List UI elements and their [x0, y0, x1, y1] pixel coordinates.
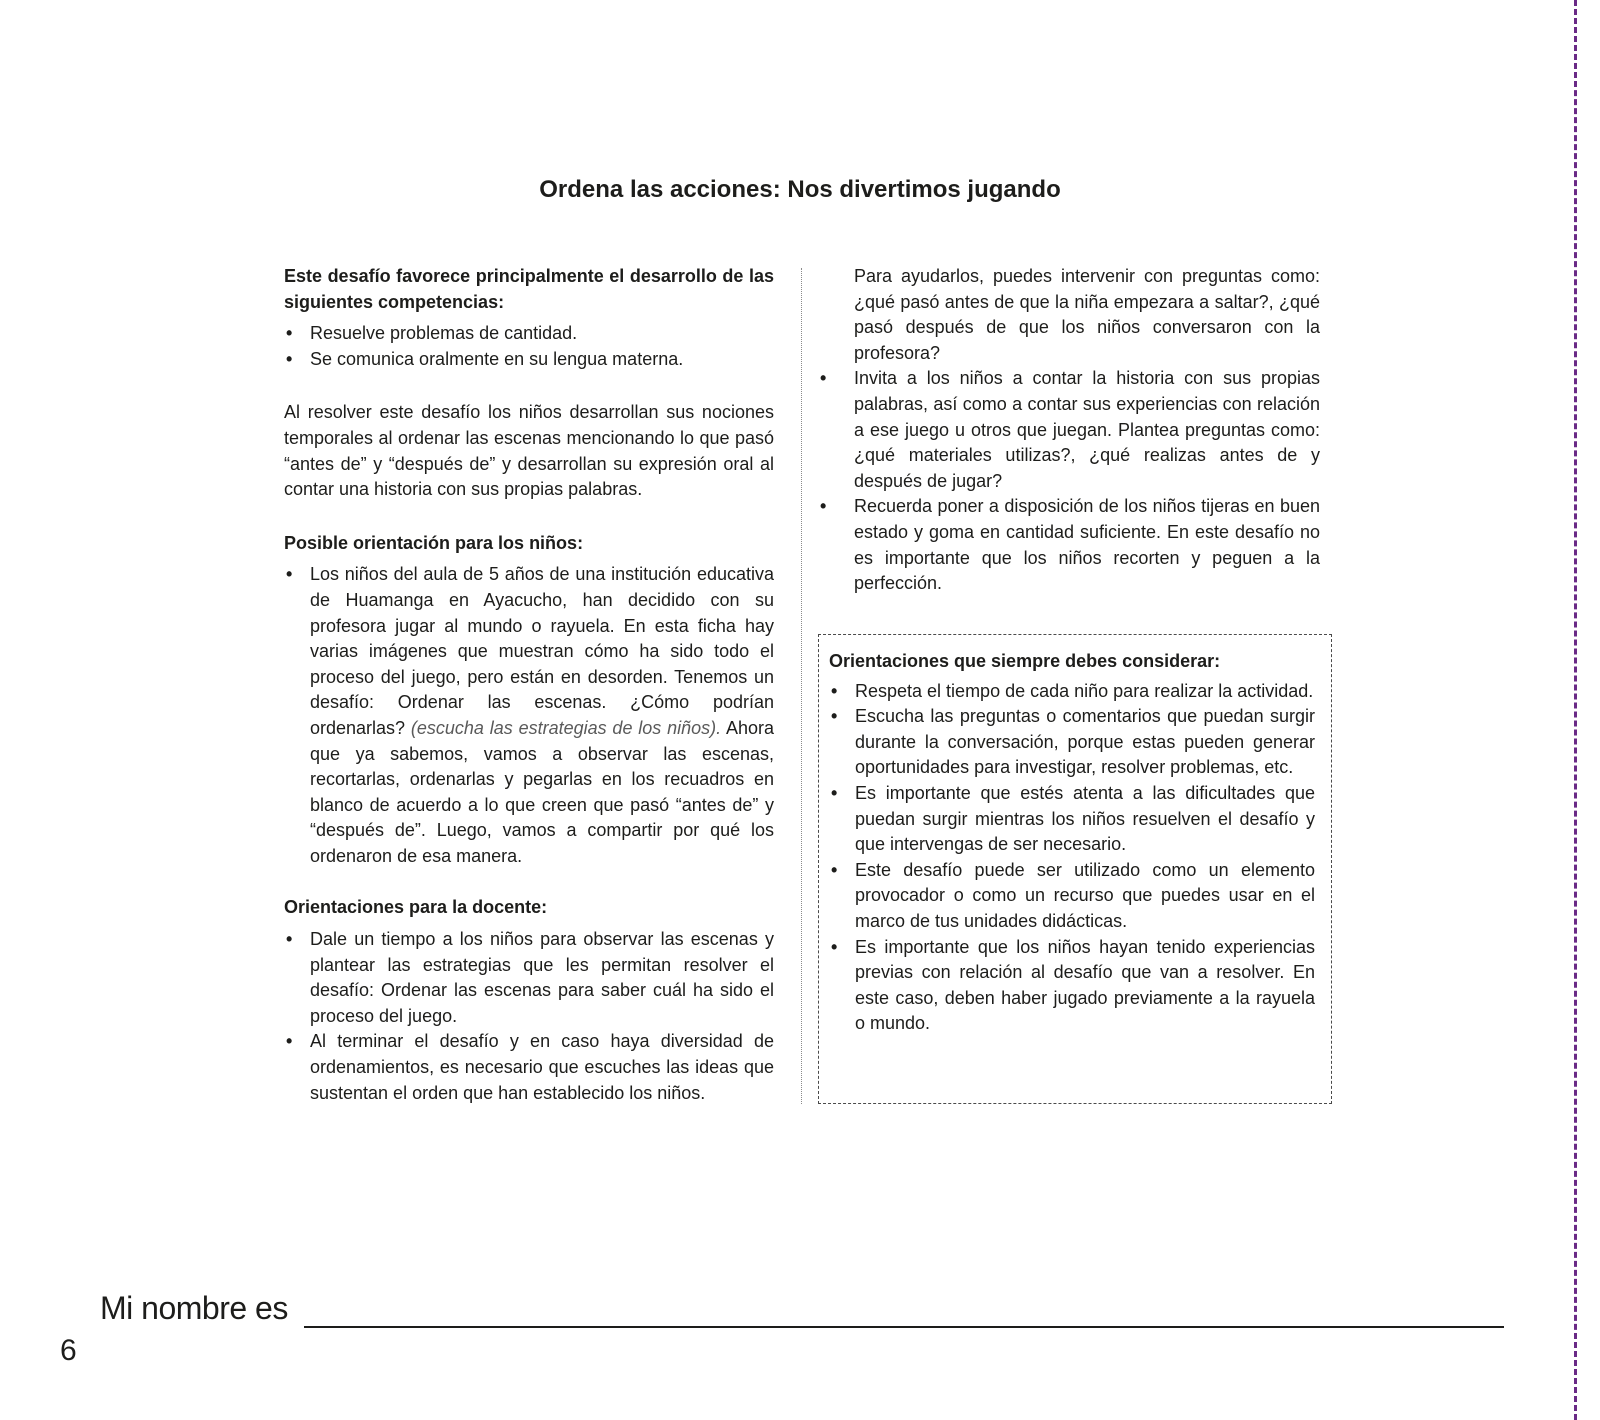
page-number: 6: [60, 1334, 77, 1367]
list-item: • Este desafío puede ser utilizado como un elemento provocador o como un recurso que puedes usar en el marco de tus unidades didácticas.: [829, 858, 1315, 935]
list-item: • Respeta el tiempo de cada niño para realizar la actividad.: [829, 679, 1315, 705]
competencias-heading: Este desafío favorece principalmente el desarrollo de las siguientes competencias:: [284, 266, 774, 312]
right-bullet-list: [818, 366, 1320, 596]
list-item: • Escucha las preguntas o comentarios que puedan surgir durante la conversación, porque estas pueden generar oportunidades para investigar, resolver problemas, etc.: [829, 704, 1315, 781]
intro-paragraph: Al resolver este desafío los niños desarrollan sus nociones temporales al ordenar las escenas mencionando lo que pasó “antes de” y “después de” y desarrollan su expresión oral al contar una historia con sus propias palabras.: [284, 402, 774, 500]
left-column: [284, 264, 774, 1106]
list-item: • Al terminar el desafío y en caso haya diversidad de ordenamientos, es necesario que escuches las ideas que sustentan el orden que han establecido los niños.: [284, 1029, 774, 1106]
list-item: • Se comunica oralmente en su lengua materna.: [284, 347, 774, 373]
page-title: Ordena las acciones: Nos divertimos jugando: [539, 176, 1061, 203]
orientacion-list: [284, 562, 774, 869]
column-divider: [801, 268, 802, 1104]
box-list: [829, 679, 1315, 1037]
cut-line: [1574, 0, 1577, 1420]
list-item: • Recuerda poner a disposición de los niños tijeras en buen estado y goma en cantidad suficiente. En este desafío no es importante que los niños recorten y peguen a la perfección.: [818, 494, 1320, 596]
docente-list: [284, 927, 774, 1106]
box-heading: Orientaciones que siempre debes considerar:: [829, 651, 1221, 671]
right-column: [818, 264, 1320, 597]
name-write-line[interactable]: [304, 1326, 1504, 1328]
orientacion-text-2: Ahora que ya sabemos, vamos a observar las escenas, recortarlas, ordenarlas y pegarlas en los recuadros en blanco de acuerdo a lo que creen que pasó “antes de” y “después de”. Luego, vamos a compartir por qué los ordenaron de esa manera.: [310, 717, 774, 866]
list-item: • Es importante que estés atenta a las dificultades que puedan surgir mientras los niños resuelven el desafío y que intervengas de ser necesario.: [829, 781, 1315, 858]
competencias-list: [284, 321, 774, 372]
orientacion-heading: Posible orientación para los niños:: [284, 532, 584, 553]
list-item: • Invita a los niños a contar la historia con sus propias palabras, así como a contar sus experiencias con relación a ese juego u otros que juegan. Plantea preguntas como: ¿qué materiales utilizas?, ¿qué realizas antes de y después de jugar?: [818, 366, 1320, 494]
list-item: • Dale un tiempo a los niños para observar las escenas y plantear las estrategias que les permitan resolver el desafío: Ordenar las escenas para saber cuál ha sido el proceso del juego.: [284, 927, 774, 1029]
orientacion-italic-note: (escucha las estrategias de los niños).: [410, 717, 722, 738]
list-item: [284, 562, 774, 869]
list-item: • Resuelve problemas de cantidad.: [284, 321, 774, 347]
name-field: [100, 1290, 1510, 1334]
docente-heading: Orientaciones para la docente:: [284, 897, 548, 918]
orientaciones-box: [818, 634, 1332, 1104]
continuation-paragraph: Para ayudarlos, puedes intervenir con preguntas como: ¿qué pasó antes de que la niña empezara a saltar?, ¿qué pasó después de que los niños conversaron con la profesora?: [854, 266, 1320, 363]
orientacion-text-1: Los niños del aula de 5 años de una institución educativa de Huamanga en Ayacucho, han decidido con su profesora jugar al mundo o rayuela. En esta ficha hay varias imágenes que muestran cómo ha sido todo el proceso del juego, pero están en desorden. Tenemos un desafío: Ordenar las escenas. ¿Cómo podrían ordenarlas?: [310, 564, 774, 738]
name-label: Mi nombre es: [100, 1290, 288, 1326]
list-item: • Es importante que los niños hayan tenido experiencias previas con relación al desafío que van a resolver. En este caso, deben haber jugado previamente a la rayuela o mundo.: [829, 935, 1315, 1037]
